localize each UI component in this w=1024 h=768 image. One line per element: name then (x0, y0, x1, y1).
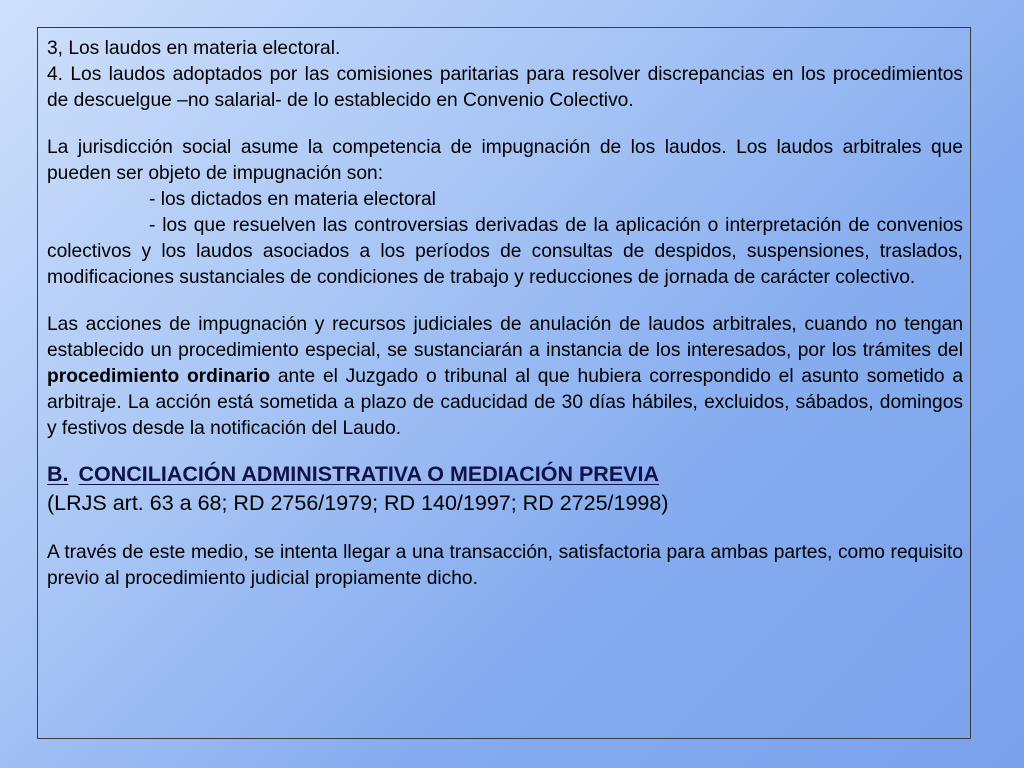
spacer (47, 291, 963, 312)
para-jurisdiccion: La jurisdicción social asume la competencia de impugnación de los laudos. Los laudos arbitrales que pueden ser objeto de impugnación son: (47, 137, 963, 184)
bullet-controversias-text: - los que resuelven las controversias derivadas de la aplicación o interpretación de convenios colectivos y los laudos asociados a los períodos de consultas de despidos, suspensiones, traslados, modificaciones sustanciales de condiciones de trabajo y reducciones de jornada de carácter colectivo. (47, 215, 963, 288)
item-4: 4. Los laudos adoptados por las comisiones paritarias para resolver discrepancias en los procedimientos de descuelgue –no salarial- de lo establecido en Convenio Colectivo. (47, 64, 963, 111)
para-final: A través de este medio, se intenta llegar a una transacción, satisfactoria para ambas partes, como requisito previo al procedimiento judicial propiamente dicho. (47, 542, 963, 589)
bullet-controversias (47, 213, 963, 291)
para-acciones-end: ante el Juzgado o tribunal al que hubiera correspondido el asunto sometido a arbitraje. La acción está sometida a plazo de caducidad de 30 días hábiles, excluidos, sábados, domingos y festivos desde la notificación del Laudo. (47, 366, 963, 439)
item-3: 3, Los laudos en materia electoral. (47, 38, 341, 59)
spacer (47, 114, 963, 135)
procedimiento-ordinario: procedimiento ordinario (47, 366, 271, 387)
para-acciones-start: Las acciones de impugnación y recursos judiciales de anulación de laudos arbitrales, cuando no tengan establecido un procedimiento especial, se sustanciarán a instancia de los interesados, por los trámites del (47, 314, 963, 361)
section-letter: B. (47, 462, 69, 486)
spacer (47, 518, 963, 540)
spacer (47, 442, 963, 459)
bullet-electoral: - los dictados en materia electoral (149, 189, 436, 210)
para-acciones (47, 312, 963, 442)
section-heading (47, 460, 963, 488)
section-title: CONCILIACIÓN ADMINISTRATIVA O MEDIACIÓN PREVIA (78, 462, 659, 486)
section-references: (LRJS art. 63 a 68; RD 2756/1979; RD 140/1997; RD 2725/1998) (47, 491, 669, 515)
slide-content (47, 36, 963, 592)
